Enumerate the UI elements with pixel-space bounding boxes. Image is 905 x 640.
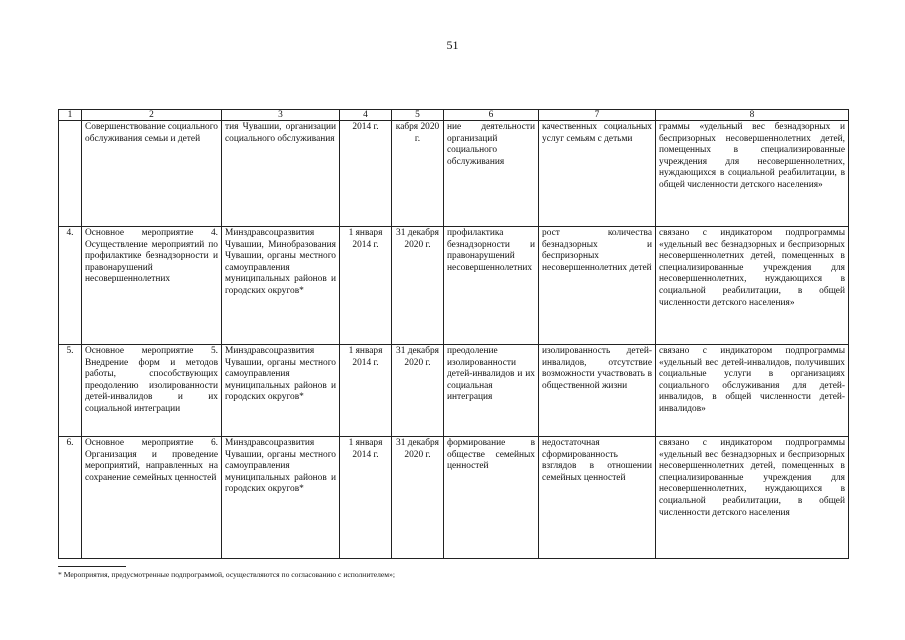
column-header: 7 bbox=[539, 110, 656, 121]
table-row bbox=[59, 437, 849, 559]
measure-name: Основное мероприятие 5. Внедрение форм и методов работы, способствующих преодолению изолированности детей-инвалидов и их социальной интеграции bbox=[82, 345, 222, 437]
expected-result: рост количества безнадзорных и беспризорных несовершеннолетних детей bbox=[539, 227, 656, 345]
header-row bbox=[59, 110, 849, 121]
table-row bbox=[59, 227, 849, 345]
direction: профилактика безнадзорности и правонарушений несовершеннолетних bbox=[444, 227, 539, 345]
start-date: 1 января 2014 г. bbox=[340, 345, 392, 437]
table-row bbox=[59, 345, 849, 437]
column-header: 1 bbox=[59, 110, 82, 121]
executor: Минздравсоцразвития Чувашии, органы местного самоуправления муниципальных районов и городских округов* bbox=[222, 437, 340, 559]
column-header: 2 bbox=[82, 110, 222, 121]
expected-result: изолированность детей-инвалидов, отсутствие возможности участвовать в общественной жизни bbox=[539, 345, 656, 437]
column-header: 8 bbox=[656, 110, 849, 121]
indicator-link: граммы «удельный вес безнадзорных и беспризорных несовершеннолетних детей, помещенных в специализированные учреждения для несовершеннолетних, нуждающихся в социальной реабилитации, в общей численности детского населения» bbox=[656, 121, 849, 227]
expected-result: качественных социальных услуг семьям с детьми bbox=[539, 121, 656, 227]
table-row bbox=[59, 121, 849, 227]
footnote-divider bbox=[58, 566, 126, 567]
executor: Минздравсоцразвития Чувашии, органы местного самоуправления муниципальных районов и городских округов* bbox=[222, 345, 340, 437]
measure-name: Совершенствование социального обслуживания семьи и детей bbox=[82, 121, 222, 227]
column-header: 6 bbox=[444, 110, 539, 121]
measure-name: Основное мероприятие 4. Осуществление мероприятий по профилактике безнадзорности и правонарушений несовершеннолетних bbox=[82, 227, 222, 345]
end-date: 31 декабря 2020 г. bbox=[392, 437, 444, 559]
start-date: 1 января 2014 г. bbox=[340, 437, 392, 559]
direction: преодоление изолированности детей-инвалидов и их социальная интеграция bbox=[444, 345, 539, 437]
end-date: 31 декабря 2020 г. bbox=[392, 345, 444, 437]
direction: ние деятельности организаций социального обслуживания bbox=[444, 121, 539, 227]
executor: тия Чувашии, организации социального обслуживания bbox=[222, 121, 340, 227]
end-date: 31 декабря 2020 г. bbox=[392, 227, 444, 345]
indicator-link: связано с индикатором подпрограммы «удельный вес детей-инвалидов, получивших социальные услуги в организациях социального обслуживания для детей-инвалидов, в общей численности детей-инвалидов» bbox=[656, 345, 849, 437]
row-number: 5. bbox=[59, 345, 82, 437]
indicator-link: связано с индикатором подпрограммы «удельный вес безнадзорных и беспризорных несовершеннолетних детей, помещенных в специализированные учреждения для несовершеннолетних, нуждающихся в социальной реабилитации, в общей численности детского населения» bbox=[656, 227, 849, 345]
executor: Минздравсоцразвития Чувашии, Минобразования Чувашии, органы местного самоуправления муниципальных районов и городских округов* bbox=[222, 227, 340, 345]
column-header: 4 bbox=[340, 110, 392, 121]
row-number bbox=[59, 121, 82, 227]
page-number: 51 bbox=[446, 38, 459, 52]
column-header: 3 bbox=[222, 110, 340, 121]
row-number: 6. bbox=[59, 437, 82, 559]
indicator-link: связано с индикатором подпрограммы «удельный вес безнадзорных и беспризорных несовершеннолетних детей, помещенных в специализированные учреждения для несовершеннолетних, нуждающихся в социальной реабилитации, в общей численности детского населения bbox=[656, 437, 849, 559]
end-date: кабря 2020 г. bbox=[392, 121, 444, 227]
direction: формирование в обществе семейных ценностей bbox=[444, 437, 539, 559]
footnote: * Мероприятия, предусмотренные подпрограммой, осуществляются по согласованию с исполнителем»; bbox=[58, 570, 395, 579]
expected-result: недостаточная сформированность взглядов в отношении семейных ценностей bbox=[539, 437, 656, 559]
measure-name: Основное мероприятие 6. Организация и проведение мероприятий, направленных на сохранение семейных ценностей bbox=[82, 437, 222, 559]
measures-table bbox=[58, 109, 849, 559]
start-date: 2014 г. bbox=[340, 121, 392, 227]
start-date: 1 января 2014 г. bbox=[340, 227, 392, 345]
column-header: 5 bbox=[392, 110, 444, 121]
row-number: 4. bbox=[59, 227, 82, 345]
